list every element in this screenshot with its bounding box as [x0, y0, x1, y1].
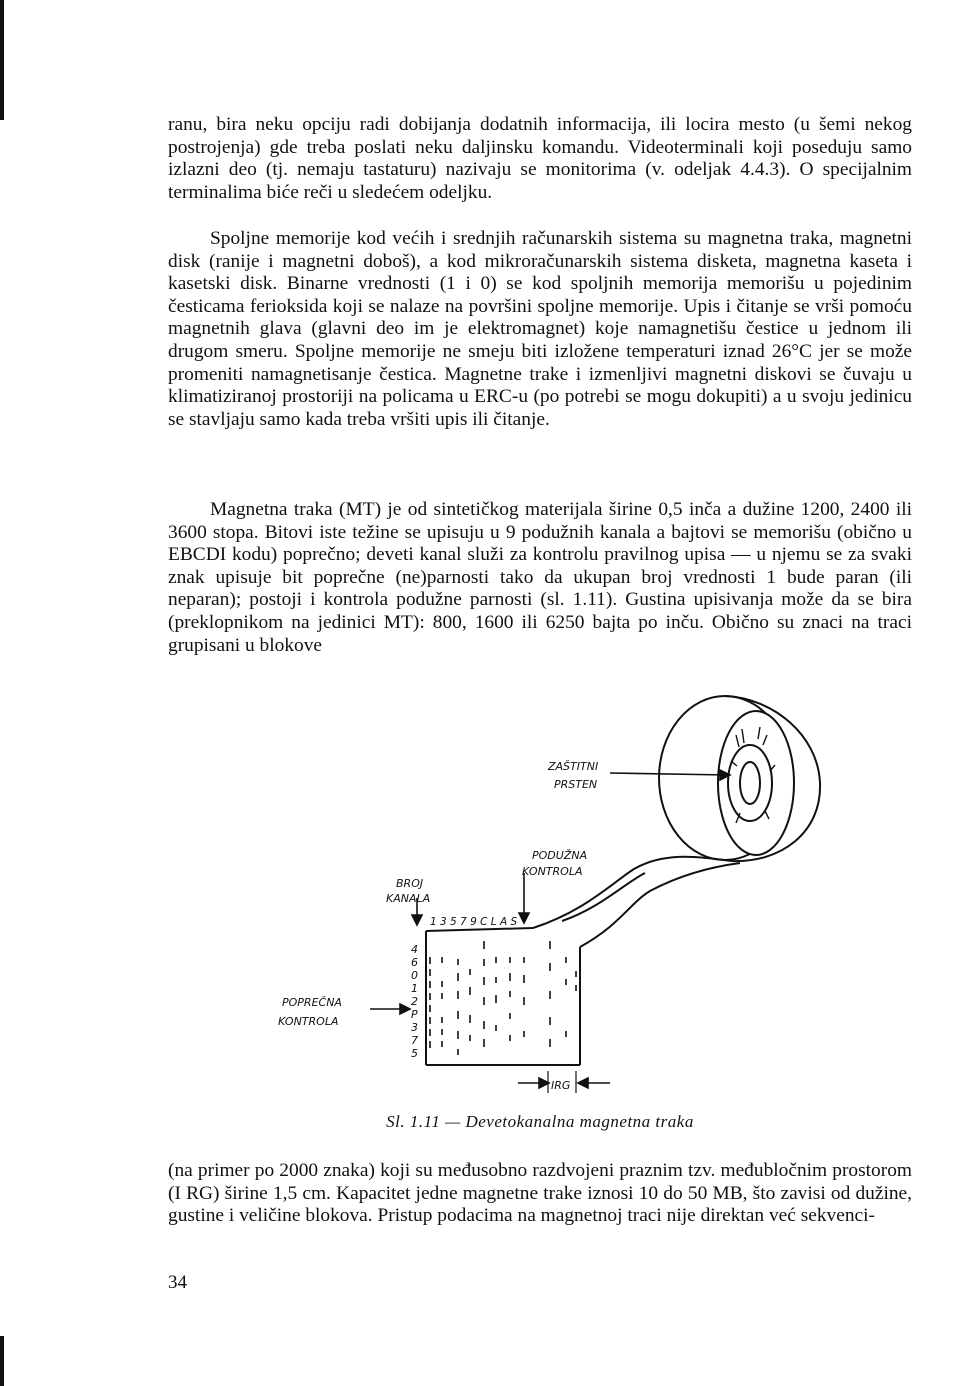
channel-number: 6 [411, 956, 418, 969]
channel-numbers [411, 943, 418, 1060]
label-interblock-gap: IRG [551, 1079, 571, 1092]
label-transverse-check-1: POPREČNA [282, 996, 342, 1009]
channel-number: 2 [411, 995, 418, 1008]
paragraph-3: Magnetna traka (MT) je od sintetičkog materijala širine 0,5 inča a dužine 1200, 2400 ili 3600 stopa. Bitovi iste težine se upisuju u 9 podužnih kanala a bajtovi se memorišu (obično u EBCDI kodu) poprečno; deveti kanal služi za kontrolu pravilnog upisa — u njemu se za svaki znak upisuje bit poprečne (ne)parnosti tako da ukupan broj vrednosti 1 bude paran (ili neparan); postoji i kontrola podužne parnosti (sl. 1.11). Gustina upisivanja može da se bira (preklopnikom na jedinici MT): 800, 1600 ili 6250 bajta po inču. Obično su znaci na traci grupisani u blokove [168, 499, 912, 656]
channel-number: 7 [411, 1034, 418, 1047]
label-protective-ring-2: PRSTEN [554, 778, 598, 791]
header-row-label: 1 3 5 7 9 C L A S [430, 916, 518, 928]
scan-edge-bottom [0, 1336, 4, 1386]
label-protective-ring-1: ZAŠTITNI [548, 760, 599, 773]
label-channel-number-2: KANALA [386, 892, 431, 905]
bit-marks [430, 941, 576, 1055]
tape-strip [426, 857, 740, 1065]
label-longitudinal-check-2: KONTROLA [522, 865, 583, 878]
magnetic-tape-diagram [270, 695, 830, 1105]
label-channel-number-1: BROJ [396, 877, 424, 890]
channel-number: 1 [411, 982, 418, 995]
tape-figure [270, 695, 830, 1105]
page-number: 34 [168, 1272, 187, 1293]
paragraph-4: (na primer po 2000 znaka) koji su međusobno razdvojeni praznim tzv. međubločnim prostorom (I RG) širine 1,5 cm. Kapacitet jedne magnetne trake iznosi 10 do 50 MB, što zavisi od dužine, gustine i veličine blokova. Pristup podacima na magnetnoj traci nije direktan već sekvenci- [168, 1160, 912, 1227]
channel-number: 5 [411, 1047, 418, 1060]
scan-edge-top [0, 0, 4, 120]
channel-number: P [411, 1008, 418, 1021]
paragraph-1: ranu, bira neku opciju radi dobijanja dodatnih informacija, ili locira mesto (u šemi nekog postrojenja) gde treba poslati neku daljinsku komandu. Videoterminali koji poseduju samo izlazni deo (tj. nemaju tastaturu) nazivaju se monitorima (v. odeljak 4.4.3). O specijalnim terminalima biće reči u sledećem odeljku. [168, 114, 912, 203]
channel-number: 0 [411, 969, 418, 982]
figure-caption: Sl. 1.11 — Devetokanalna magnetna traka [386, 1112, 694, 1131]
label-transverse-check-2: KONTROLA [278, 1015, 339, 1028]
paragraph-2: Spoljne memorije kod većih i srednjih računarskih sistema su magnetna traka, magnetni disk (ranije i magnetni doboš), a kod mikroračunarskih sistema disketa, magnetna kaseta i kasetski disk. Binarne vrednosti (1 i 0) se kod spoljnih memorija memorišu u pojedinim česticama ferioksida koji se nalaze na površini spoljne memorije. Upis i čitanje se vrši pomoću magnetnih glava (glavni deo im je elektromagnet) koje namagnetišu čestice u jednom ili drugom smeru. Spoljne memorije ne smeju biti izložene temperaturi iznad 26°C jer se može promeniti namagnetisanje čestica. Magnetne trake i izmenljivi magnetni diskovi se čuvaju u klimatiziranoj prostoriji na policama u ERC-u (po potrebi se mogu dokupiti) a u svoju jedinicu se stavljaju samo kada treba vršiti upis ili čitanje. [168, 228, 912, 430]
channel-number: 4 [411, 943, 418, 956]
channel-number: 3 [411, 1021, 418, 1034]
tape-reel [659, 696, 820, 861]
label-longitudinal-check-1: PODUŽNA [532, 849, 588, 862]
